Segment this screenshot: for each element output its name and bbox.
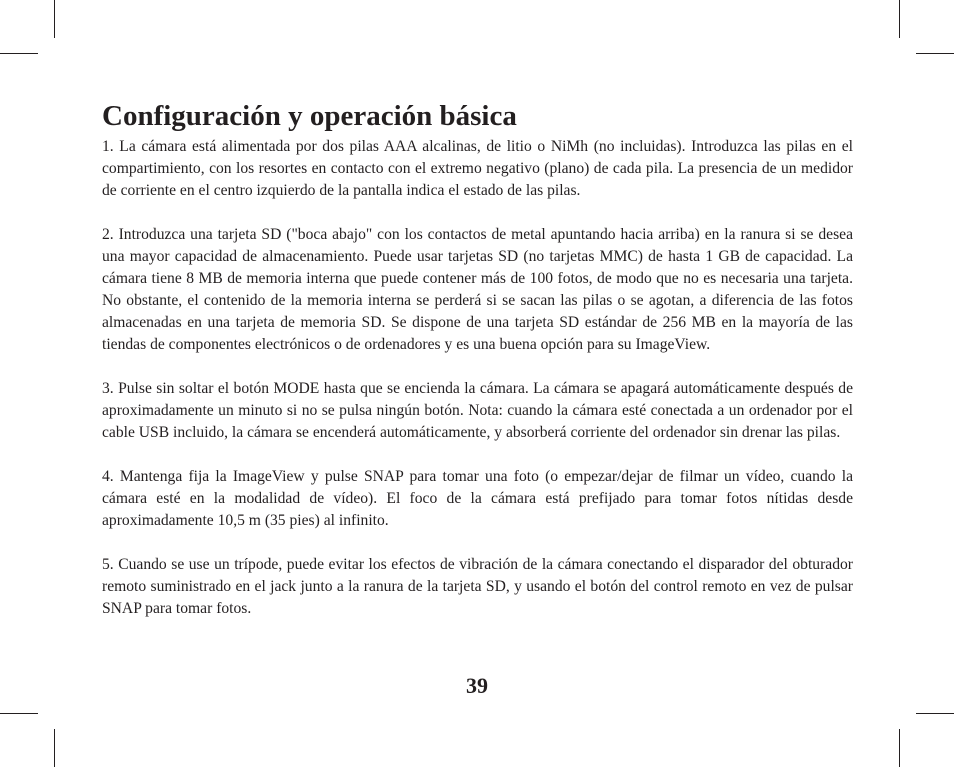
paragraph-tripod: 5. Cuando se use un trípode, puede evitar los efectos de vibración de la cámara conectando el disparador del obturador remoto suministrado en el jack junto a la ranura de la tarjeta SD, y usando el botón del control remoto en vez de pulsar SNAP para tomar fotos. (102, 556, 853, 617)
paragraph-take-photo: 4. Mantenga fija la ImageView y pulse SNAP para tomar una foto (o empezar/dejar de filmar un vídeo, cuando la cámara esté en la modalidad de vídeo). El foco de la cámara está prefijado para tomar fotos nítidas desde aproximadamente 10,5 m (35 pies) al infinito. (102, 468, 853, 529)
crop-mark-top-left-vertical (54, 0, 55, 38)
page-content (102, 96, 853, 620)
page-title: Configuración y operación básica (102, 100, 517, 132)
crop-mark-bottom-left-horizontal (0, 713, 38, 714)
paragraph-sd-card: 2. Introduzca una tarjeta SD ("boca abajo" con los contactos de metal apuntando hacia arriba) en la ranura si se desea una mayor capacidad de almacenamiento. Puede usar tarjetas SD (no tarjetas MMC) de hasta 1 GB de capacidad. La cámara tiene 8 MB de memoria interna que puede contener más de 100 fotos, de modo que no es necesaria una tarjeta. No obstante, el contenido de la memoria interna se perderá si se sacan las pilas o se agotan, a diferencia de las fotos almacenadas en una tarjeta de memoria SD. Se dispone de una tarjeta SD estándar de 256 MB en la mayoría de las tiendas de componentes electrónicos o de ordenadores y es una buena opción para su ImageView. (102, 226, 853, 353)
crop-mark-top-right-horizontal (916, 53, 954, 54)
crop-mark-bottom-right-vertical (899, 729, 900, 767)
paragraph-battery: 1. La cámara está alimentada por dos pilas AAA alcalinas, de litio o NiMh (no incluidas). Introduzca las pilas en el compartimiento, con los resortes en contacto con el extremo negativo (plano) de cada pila. La presencia de un medidor de corriente en el centro izquierdo de la pantalla indica el estado de las pilas. (102, 138, 853, 199)
crop-mark-bottom-left-vertical (54, 729, 55, 767)
crop-mark-top-right-vertical (899, 0, 900, 38)
crop-mark-bottom-right-horizontal (916, 713, 954, 714)
page-number: 39 (466, 673, 488, 698)
crop-mark-top-left-horizontal (0, 53, 38, 54)
paragraph-power-on: 3. Pulse sin soltar el botón MODE hasta que se encienda la cámara. La cámara se apagará automáticamente después de aproximadamente un minuto si no se pulsa ningún botón. Nota: cuando la cámara esté conectada a un ordenador por el cable USB incluido, la cámara se encenderá automáticamente, y absorberá corriente del ordenador sin drenar las pilas. (102, 380, 853, 441)
